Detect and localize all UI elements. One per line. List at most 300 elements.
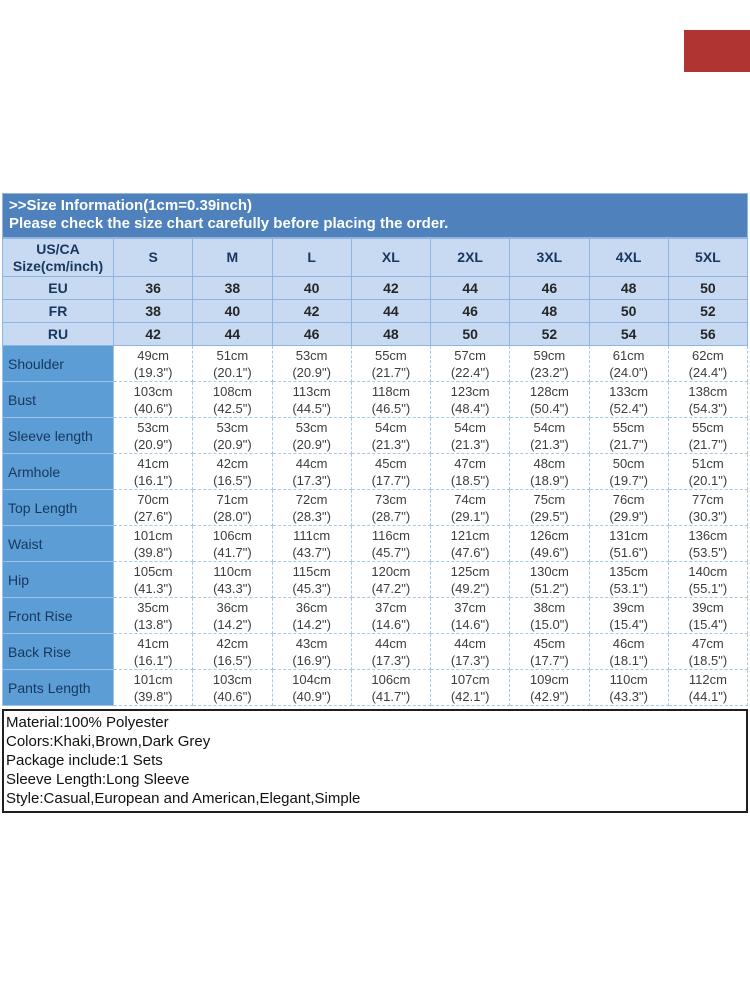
value-cm: 130cm [529,563,569,579]
measurement-value [114,634,193,670]
value-inch: (17.7") [530,652,569,668]
value-inch: (16.5") [213,652,252,668]
value-cm: 53cm [295,419,328,435]
value-cm: 123cm [450,383,490,399]
size-info-subtitle: Please check the size chart carefully before placing the order. [9,215,449,232]
measurement-value [510,454,589,490]
value-cm: 54cm [454,419,487,435]
measurement-value [351,382,430,418]
conversion-value: 54 [589,323,668,346]
value-cm: 54cm [533,419,566,435]
conversion-row-ru [3,323,748,346]
measurement-value [114,454,193,490]
value-inch: (14.2") [292,616,331,632]
value-cm: 44cm [454,635,487,651]
conversion-value: 42 [351,277,430,300]
value-inch: (18.5") [688,652,728,668]
measurement-value [272,562,351,598]
value-cm: 121cm [450,527,490,543]
measurement-value [193,598,272,634]
value-inch: (21.3") [530,436,569,452]
value-inch: (17.3") [371,652,411,668]
corner-header-cell [3,239,114,277]
value-inch: (50.4") [530,400,569,416]
measurement-row-sleeve-length [3,418,748,454]
measurement-value [272,418,351,454]
measurement-value [510,670,589,706]
value-cm: 140cm [688,563,728,579]
conversion-value: 52 [510,323,589,346]
value-cm: 103cm [212,671,252,687]
conversion-value: 52 [668,300,747,323]
value-inch: (40.6") [213,688,252,704]
value-cm: 110cm [213,563,252,579]
value-inch: (18.9") [530,472,569,488]
value-cm: 44cm [374,635,407,651]
value-inch: (22.4") [450,364,490,380]
measurement-value [351,634,430,670]
value-inch: (18.1") [609,652,648,668]
measurement-value [351,346,430,382]
value-inch: (21.3") [450,436,490,452]
value-inch: (15.4") [609,616,648,632]
measurement-value [431,526,510,562]
measurement-value [589,670,668,706]
row-label: Sleeve length [3,418,114,454]
size-header-2xl: 2XL [431,239,510,277]
value-inch: (23.2") [530,364,569,380]
value-inch: (43.3") [609,688,648,704]
measurement-value [431,562,510,598]
measurement-value [351,526,430,562]
corner-header-line1: US/CA [36,240,80,257]
value-inch: (29.5") [530,508,569,524]
measurement-value [193,418,272,454]
value-inch: (40.9") [292,688,331,704]
value-cm: 101cm [133,671,173,687]
measurement-value [272,526,351,562]
conversion-value: 44 [193,323,272,346]
value-inch: (15.0") [530,616,569,632]
value-inch: (39.8") [133,688,173,704]
measurement-value [589,418,668,454]
conversion-row-fr [3,300,748,323]
conversion-value: 46 [510,277,589,300]
conversion-value: 36 [114,277,193,300]
value-inch: (14.6") [371,616,411,632]
value-cm: 126cm [529,527,569,543]
conversion-value: 56 [668,323,747,346]
measurement-value [351,454,430,490]
value-cm: 70cm [137,491,170,507]
value-cm: 112cm [688,671,727,687]
conversion-row-eu [3,277,748,300]
conversion-value: 38 [114,300,193,323]
measurement-value [114,670,193,706]
value-cm: 54cm [374,419,407,435]
value-cm: 39cm [612,599,645,615]
value-inch: (21.3") [371,436,411,452]
red-corner-tag [684,30,750,72]
value-inch: (20.9") [213,436,252,452]
measurement-value [668,526,747,562]
detail-line: Sleeve Length:Long Sleeve [6,771,190,788]
measurement-value [589,454,668,490]
value-inch: (16.9") [292,652,331,668]
row-label: Bust [3,382,114,418]
measurement-value [193,382,272,418]
value-cm: 53cm [137,419,170,435]
measurement-value [193,562,272,598]
value-inch: (44.5") [292,400,331,416]
row-label: Back Rise [3,634,114,670]
value-inch: (44.1") [688,688,728,704]
value-cm: 76cm [612,491,645,507]
measurement-value [114,418,193,454]
value-cm: 45cm [374,455,407,471]
value-cm: 51cm [216,347,249,363]
value-cm: 77cm [691,491,724,507]
value-cm: 42cm [216,455,249,471]
measurement-value [668,346,747,382]
conversion-value: 50 [431,323,510,346]
value-inch: (53.1") [609,580,648,596]
measurement-value [510,382,589,418]
detail-line: Style:Casual,European and American,Elegant,Simple [6,790,361,807]
value-cm: 46cm [612,635,645,651]
measurement-row-bust [3,382,748,418]
measurement-value [668,418,747,454]
value-cm: 55cm [691,419,724,435]
value-cm: 74cm [454,491,487,507]
value-inch: (54.3") [688,400,728,416]
table-header-row [3,239,748,277]
value-cm: 55cm [612,419,645,435]
value-inch: (51.6") [609,544,648,560]
value-cm: 101cm [133,527,173,543]
measurement-value [431,346,510,382]
measurement-value [272,454,351,490]
conversion-value: 40 [193,300,272,323]
value-inch: (20.1") [688,472,728,488]
measurement-value [431,670,510,706]
size-header-m: M [193,239,272,277]
value-cm: 73cm [374,491,407,507]
value-inch: (48.4") [450,400,490,416]
measurement-value [431,454,510,490]
measurement-row-back-rise [3,634,748,670]
row-label: Pants Length [3,670,114,706]
value-inch: (20.1") [213,364,252,380]
measurement-row-hip [3,562,748,598]
value-inch: (18.5") [450,472,490,488]
value-cm: 109cm [529,671,569,687]
value-cm: 75cm [533,491,566,507]
value-inch: (45.7") [371,544,411,560]
detail-line: Package include:1 Sets [6,752,163,769]
measurement-value [351,598,430,634]
measurement-value [589,382,668,418]
value-inch: (39.8") [133,544,173,560]
value-inch: (41.7") [371,688,411,704]
value-cm: 125cm [450,563,490,579]
measurement-value [272,670,351,706]
conversion-value: 44 [351,300,430,323]
value-cm: 131cm [609,527,649,543]
value-inch: (14.2") [213,616,252,632]
measurement-value [351,562,430,598]
measurement-value [431,418,510,454]
value-inch: (42.9") [530,688,569,704]
value-cm: 138cm [688,383,728,399]
value-inch: (24.0") [609,364,648,380]
measurement-value [431,634,510,670]
measurement-value [272,346,351,382]
value-inch: (52.4") [609,400,648,416]
conversion-value: 44 [431,277,510,300]
size-chart-table [2,238,748,706]
value-inch: (40.6") [133,400,173,416]
conversion-value: 50 [589,300,668,323]
value-inch: (28.7") [371,508,411,524]
measurement-value [193,526,272,562]
detail-line: Colors:Khaki,Brown,Dark Grey [6,733,211,750]
value-cm: 36cm [295,599,328,615]
value-cm: 41cm [137,635,170,651]
value-cm: 43cm [295,635,328,651]
value-cm: 59cm [533,347,566,363]
value-cm: 39cm [691,599,724,615]
measurement-value [431,382,510,418]
measurement-value [668,562,747,598]
measurement-value [510,598,589,634]
measurement-value [589,490,668,526]
size-header-5xl: 5XL [668,239,747,277]
value-inch: (21.7") [371,364,411,380]
value-inch: (53.5") [688,544,728,560]
measurement-value [114,562,193,598]
measurement-value [351,490,430,526]
value-inch: (46.5") [371,400,411,416]
measurement-value [272,634,351,670]
measurement-value [193,490,272,526]
value-inch: (45.3") [292,580,331,596]
value-cm: 62cm [691,347,724,363]
value-cm: 106cm [371,671,411,687]
value-inch: (17.3") [450,652,490,668]
measurement-value [510,526,589,562]
value-inch: (42.5") [213,400,252,416]
value-cm: 44cm [295,455,328,471]
value-cm: 133cm [609,383,649,399]
measurement-value [589,598,668,634]
measurement-value [272,490,351,526]
value-inch: (55.1") [688,580,728,596]
measurement-value [193,634,272,670]
measurement-value [668,454,747,490]
measurement-value [668,490,747,526]
value-cm: 105cm [133,563,173,579]
value-cm: 57cm [454,347,487,363]
value-cm: 37cm [454,599,487,615]
measurement-value [193,346,272,382]
value-inch: (20.9") [292,364,331,380]
measurement-value [510,490,589,526]
row-label: Top Length [3,490,114,526]
value-cm: 108cm [212,383,252,399]
measurement-value [114,490,193,526]
measurement-value [351,670,430,706]
value-inch: (30.3") [688,508,728,524]
value-cm: 37cm [374,599,407,615]
value-cm: 111cm [293,527,331,543]
value-inch: (41.7") [213,544,252,560]
measurement-row-front-rise [3,598,748,634]
measurement-value [193,454,272,490]
row-label: Armhole [3,454,114,490]
value-cm: 115cm [292,563,331,579]
measurement-value [510,634,589,670]
measurement-value [589,562,668,598]
value-cm: 106cm [212,527,252,543]
value-inch: (24.4") [688,364,728,380]
measurement-value [114,382,193,418]
value-cm: 41cm [137,455,170,471]
measurement-row-waist [3,526,748,562]
value-cm: 135cm [609,563,649,579]
value-cm: 50cm [612,455,645,471]
row-label: Waist [3,526,114,562]
measurement-value [510,562,589,598]
value-cm: 42cm [216,635,249,651]
measurement-value [272,598,351,634]
row-label: EU [3,277,114,300]
measurement-row-armhole [3,454,748,490]
value-inch: (13.8") [133,616,173,632]
conversion-value: 40 [272,277,351,300]
value-inch: (28.0") [213,508,252,524]
measurement-value [431,598,510,634]
value-inch: (29.9") [609,508,648,524]
row-label: Front Rise [3,598,114,634]
value-cm: 53cm [216,419,249,435]
value-cm: 47cm [691,635,724,651]
measurement-row-shoulder [3,346,748,382]
conversion-value: 50 [668,277,747,300]
value-cm: 72cm [295,491,328,507]
value-cm: 45cm [533,635,566,651]
measurement-row-pants-length [3,670,748,706]
value-cm: 103cm [133,383,173,399]
size-header-3xl: 3XL [510,239,589,277]
value-inch: (43.7") [292,544,331,560]
conversion-value: 42 [272,300,351,323]
value-inch: (28.3") [292,508,331,524]
value-cm: 116cm [371,527,410,543]
value-inch: (20.9") [292,436,331,452]
size-header-l: L [272,239,351,277]
measurement-value [668,382,747,418]
conversion-value: 42 [114,323,193,346]
measurement-value [431,490,510,526]
value-inch: (27.6") [133,508,173,524]
size-header-4xl: 4XL [589,239,668,277]
value-inch: (19.3") [133,364,173,380]
value-inch: (21.7") [688,436,728,452]
size-header-xl: XL [351,239,430,277]
value-cm: 113cm [292,383,331,399]
value-cm: 110cm [609,671,648,687]
size-info-header [2,193,748,238]
measurement-value [272,382,351,418]
corner-header-line2: Size(cm/inch) [12,257,104,274]
value-cm: 55cm [374,347,407,363]
value-cm: 53cm [295,347,328,363]
row-label: Shoulder [3,346,114,382]
size-info-title: >>Size Information(1cm=0.39inch) [9,197,252,214]
value-inch: (16.5") [213,472,252,488]
value-inch: (20.9") [133,436,173,452]
value-inch: (49.6") [530,544,569,560]
measurement-value [351,418,430,454]
value-inch: (15.4") [688,616,728,632]
value-cm: 61cm [612,347,645,363]
value-inch: (51.2") [530,580,569,596]
measurement-value [589,526,668,562]
measurement-value [193,670,272,706]
value-inch: (42.1") [450,688,490,704]
measurement-value [114,598,193,634]
value-cm: 49cm [137,347,170,363]
value-cm: 107cm [450,671,490,687]
measurement-row-top-length [3,490,748,526]
measurement-value [114,346,193,382]
measurement-value [510,346,589,382]
value-cm: 104cm [292,671,332,687]
size-header-s: S [114,239,193,277]
value-cm: 35cm [137,599,170,615]
value-inch: (41.3") [133,580,173,596]
conversion-value: 46 [431,300,510,323]
value-cm: 38cm [533,599,566,615]
value-cm: 118cm [371,383,410,399]
measurement-value [510,418,589,454]
value-inch: (49.2") [450,580,490,596]
value-inch: (16.1") [133,652,173,668]
value-cm: 51cm [691,455,724,471]
measurement-value [589,634,668,670]
conversion-value: 48 [589,277,668,300]
conversion-value: 48 [510,300,589,323]
value-inch: (17.7") [371,472,411,488]
detail-line: Material:100% Polyester [6,714,169,731]
measurement-value [668,598,747,634]
measurement-value [668,634,747,670]
measurement-value [668,670,747,706]
value-inch: (29.1") [450,508,490,524]
value-cm: 120cm [371,563,411,579]
value-cm: 47cm [454,455,487,471]
value-inch: (47.6") [450,544,490,560]
product-details-block [2,709,748,813]
row-label: FR [3,300,114,323]
measurement-value [114,526,193,562]
value-inch: (17.3") [292,472,331,488]
conversion-value: 38 [193,277,272,300]
conversion-value: 46 [272,323,351,346]
value-inch: (19.7") [609,472,648,488]
measurement-value [589,346,668,382]
